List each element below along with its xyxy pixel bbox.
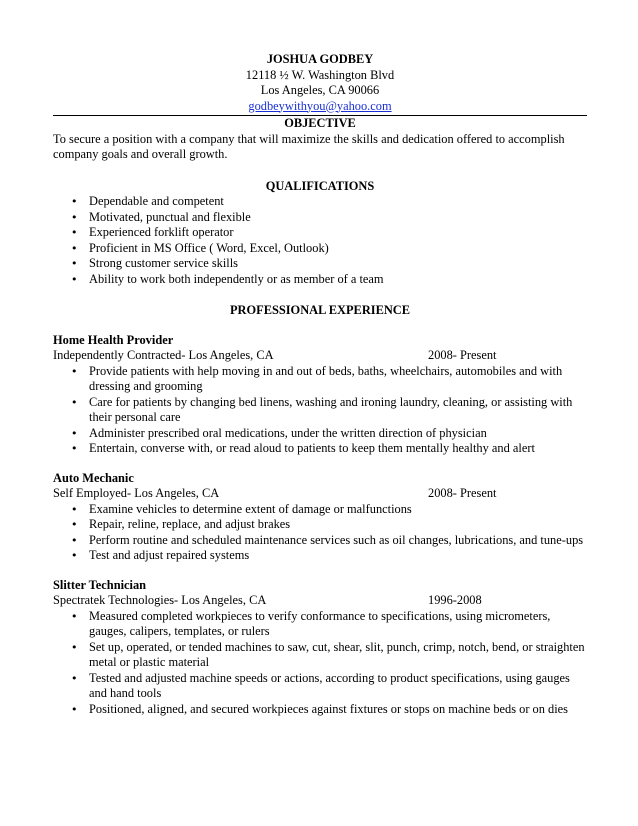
job-employer: Spectratek Technologies- Los Angeles, CA xyxy=(53,593,267,607)
candidate-name: JOSHUA GODBEY xyxy=(266,52,374,66)
list-item: • Administer prescribed oral medications, under the written direction of physician xyxy=(89,426,587,442)
list-item: • Test and adjust repaired systems xyxy=(89,548,587,564)
objective-text: To secure a position with a company that will maximize the skills and dedication offered to accomplish company goals and overall growth. xyxy=(53,131,565,161)
job-duties-list xyxy=(53,502,587,564)
job-employer: Independently Contracted- Los Angeles, CA xyxy=(53,348,274,362)
job-dates: 2008- Present xyxy=(428,486,497,500)
experience-heading: PROFESSIONAL EXPERIENCE xyxy=(229,303,411,317)
address-line-2: Los Angeles, CA 90066 xyxy=(260,83,380,97)
qualifications-heading: QUALIFICATIONS xyxy=(265,178,375,193)
job-title: Home Health Provider xyxy=(53,332,174,347)
job-dates: 2008- Present xyxy=(428,348,497,362)
qualifications-list xyxy=(53,194,587,287)
list-item: • Perform routine and scheduled maintenance services such as oil changes, lubrications, and tune-ups xyxy=(89,533,587,549)
objective-heading: OBJECTIVE xyxy=(284,116,356,130)
list-item: • Tested and adjusted machine speeds or actions, according to product specifications, using gauges and hand tools xyxy=(89,671,587,702)
resume-page xyxy=(53,52,587,717)
list-item: • Ability to work both independently or as member of a team xyxy=(89,272,587,288)
list-item: • Dependable and competent xyxy=(89,194,587,210)
job-employer-line xyxy=(53,348,587,364)
email-link[interactable]: godbeywithyou@yahoo.com xyxy=(248,98,392,113)
job-title: Auto Mechanic xyxy=(53,470,134,485)
list-item: • Examine vehicles to determine extent of damage or malfunctions xyxy=(89,502,587,518)
list-item: • Proficient in MS Office ( Word, Excel, Outlook) xyxy=(89,241,587,257)
list-item: • Positioned, aligned, and secured workpieces against fixtures or stops on machine beds or on dies xyxy=(89,702,587,718)
job-dates: 1996-2008 xyxy=(428,593,482,607)
list-item: • Entertain, converse with, or read aloud to patients to keep them mentally healthy and alert xyxy=(89,441,587,457)
list-item: • Repair, reline, replace, and adjust brakes xyxy=(89,517,587,533)
list-item: • Strong customer service skills xyxy=(89,256,587,272)
job-title: Slitter Technician xyxy=(53,577,147,592)
job-duties-list xyxy=(53,609,587,718)
list-item: • Set up, operated, or tended machines to saw, cut, shear, slit, punch, crimp, notch, bend, or straighten metal or plastic material xyxy=(89,640,587,671)
list-item: • Motivated, punctual and flexible xyxy=(89,210,587,226)
list-item: • Measured completed workpieces to verify conformance to specifications, using micrometers, gauges, calipers, templates, or rulers xyxy=(89,609,587,640)
job-employer-line xyxy=(53,593,587,609)
list-item: • Experienced forklift operator xyxy=(89,225,587,241)
address-line-1: 12118 ½ W. Washington Blvd xyxy=(245,67,395,82)
job-employer: Self Employed- Los Angeles, CA xyxy=(53,486,220,500)
job-employer-line xyxy=(53,486,587,502)
list-item: • Provide patients with help moving in and out of beds, baths, wheelchairs, automobiles and with dressing and grooming xyxy=(89,364,587,395)
job-duties-list xyxy=(53,364,587,457)
list-item: • Care for patients by changing bed linens, washing and ironing laundry, cleaning, or assisting with their personal care xyxy=(89,395,587,426)
